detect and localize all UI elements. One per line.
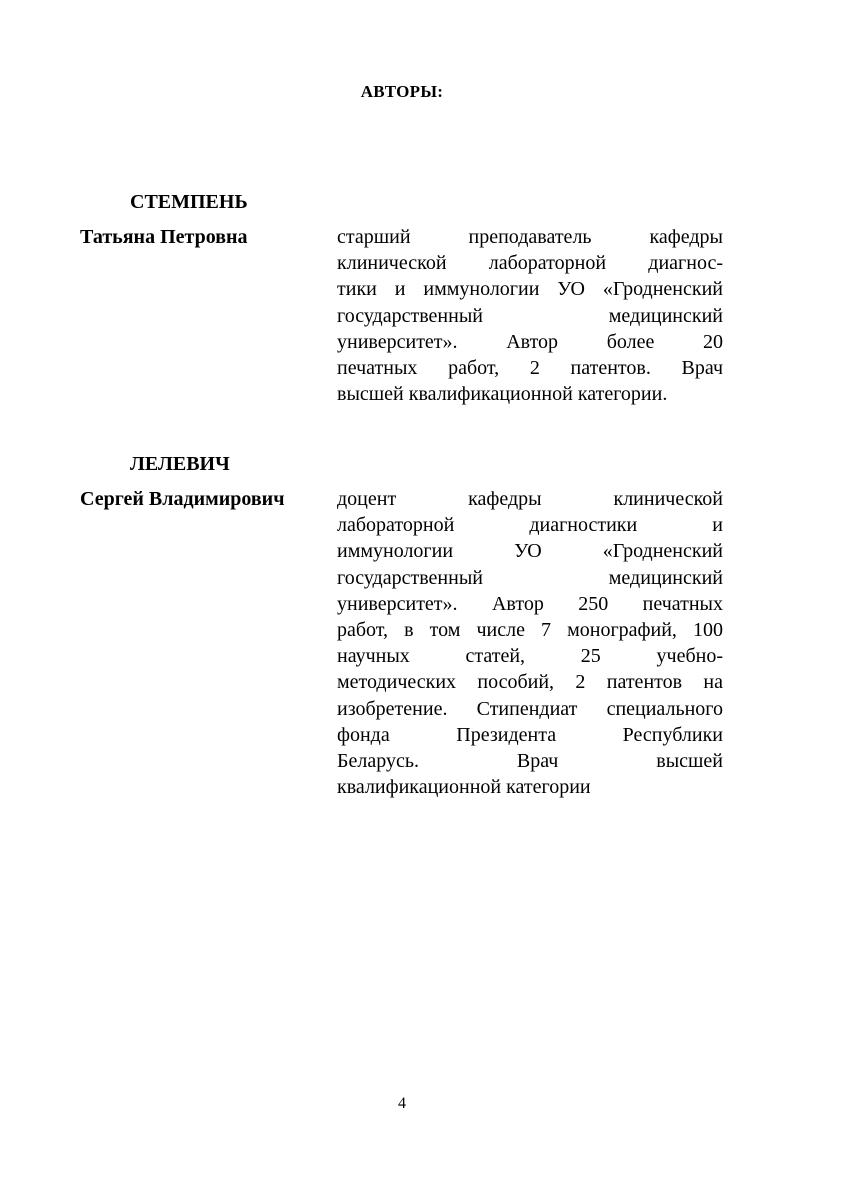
page-title: АВТОРЫ: xyxy=(360,82,444,101)
bio-line: старший преподаватель кафедры xyxy=(337,226,723,248)
page-number: 4 xyxy=(398,1095,406,1112)
author-surname: СТЕМПЕНЬ xyxy=(130,191,248,213)
bio-line: печатных работ, 2 патентов. Врач xyxy=(337,356,723,379)
bio-line: лабораторной диагностики и xyxy=(337,514,723,537)
bio-line: квалификационной категории xyxy=(337,776,591,799)
bio-line: государственный медицинский xyxy=(337,304,723,327)
bio-line: доцент кафедры клинической xyxy=(337,488,723,510)
bio-line: университет». Автор более 20 xyxy=(337,330,723,353)
author-given-name: Сергей Владимирович xyxy=(80,488,285,510)
author-bio xyxy=(337,224,723,407)
author-given-name: Татьяна Петровна xyxy=(80,226,248,248)
author-surname: ЛЕЛЕВИЧ xyxy=(130,453,230,475)
bio-line: фонда Президента Республики xyxy=(337,723,723,746)
bio-line: иммунологии УО «Гродненский xyxy=(337,540,723,563)
bio-line: клинической лабораторной диагнос- xyxy=(337,252,723,275)
bio-line: методических пособий, 2 патентов на xyxy=(337,671,723,694)
bio-line: университет». Автор 250 печатных xyxy=(337,592,723,615)
bio-line: Беларусь. Врач высшей xyxy=(337,749,723,772)
bio-line: работ, в том числе 7 монографий, 100 xyxy=(337,618,723,641)
author-bio xyxy=(337,486,723,800)
bio-line: тики и иммунологии УО «Гродненский xyxy=(337,278,723,301)
bio-line: изобретение. Стипендиат специального xyxy=(337,697,723,720)
bio-line: государственный медицинский xyxy=(337,566,723,589)
bio-line: научных статей, 25 учебно- xyxy=(337,645,723,668)
bio-line: высшей квалификационной категории. xyxy=(337,383,668,406)
